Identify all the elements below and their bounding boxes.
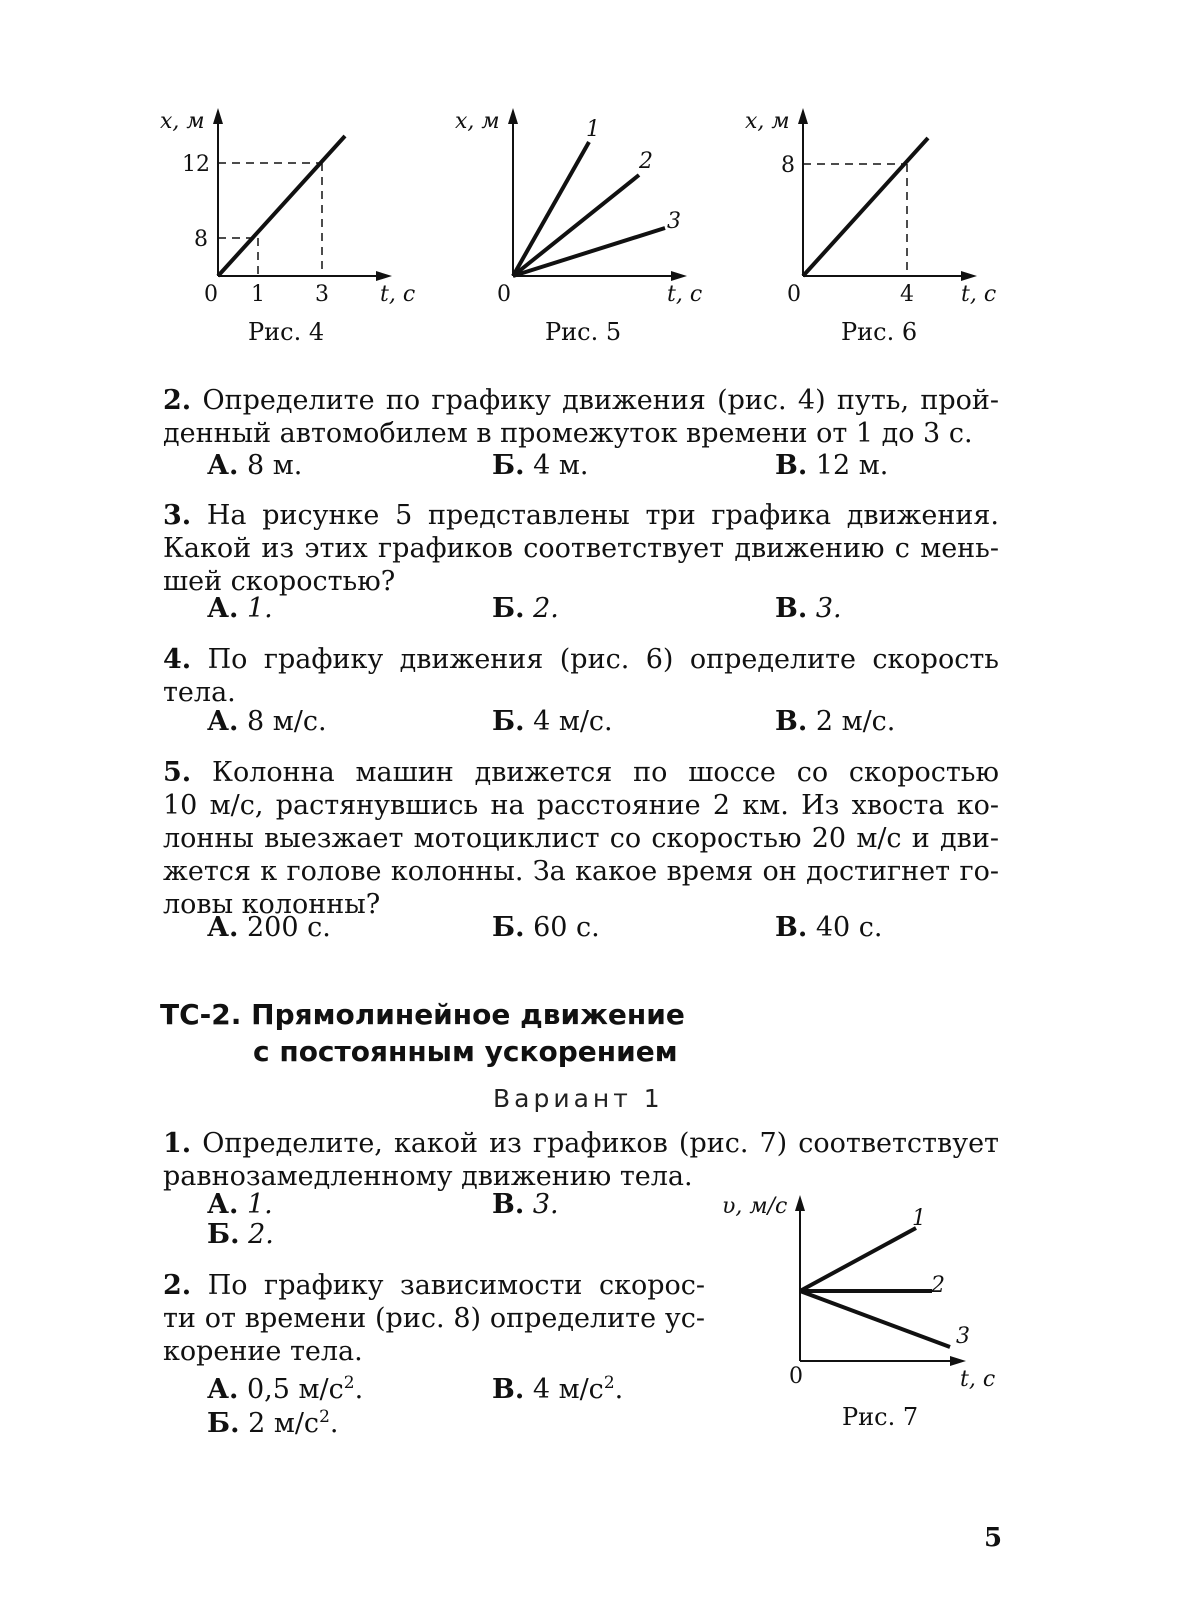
fig7-label-3: 3 (956, 1324, 970, 1349)
question-text-line: 10 м/с, растянувшись на расстояние 2 км. Из хвоста ко- (163, 790, 999, 821)
fig6-origin: 0 (787, 282, 801, 307)
fig4-ytick-12: 12 (182, 152, 210, 177)
figure-5 (445, 100, 735, 360)
answer-a: А. 8 м. (207, 450, 303, 481)
answer-b: Б. 60 с. (492, 912, 600, 943)
fig5-label-3: 3 (667, 209, 681, 234)
question-number: 1. (163, 1128, 192, 1159)
fig6-xlabel: t, с (961, 282, 997, 307)
question-text-line: денный автомобилем в промежуток времени от 1 до 3 с. (163, 418, 973, 449)
fig7-label-1: 1 (912, 1206, 926, 1231)
question-text-line: корение тела. (163, 1336, 363, 1367)
fig4-origin: 0 (204, 282, 218, 307)
section-title-line1: Прямолинейное движение (251, 998, 685, 1031)
fig7-line-3 (800, 1291, 950, 1347)
question-number: 2. (163, 385, 192, 416)
fig5-y-arrow (508, 108, 518, 124)
question-number: 2. (163, 1270, 192, 1301)
fig4-ytick-8: 8 (194, 227, 208, 252)
fig7-line-1 (800, 1228, 916, 1291)
answer-v: В. 2 м/с. (775, 706, 896, 737)
section-heading (160, 996, 685, 1070)
question-text-line: На рисунке 5 представлены три графика движения. (206, 500, 999, 531)
fig4-motion-line (218, 136, 345, 276)
fig4-xtick-3: 3 (315, 282, 329, 307)
figure-7 (710, 1185, 1010, 1435)
fig7-label-2: 2 (931, 1273, 945, 1298)
fig4-xtick-1: 1 (251, 282, 265, 307)
answer-b: Б. 4 м. (492, 450, 589, 481)
fig6-motion-line (803, 138, 928, 276)
answer-v: В. 40 с. (775, 912, 883, 943)
answer-v: В. 4 $м/с^2$. (492, 1373, 624, 1405)
fig5-ylabel: x, м (455, 109, 500, 134)
page-number: 5 (984, 1523, 1003, 1553)
answer-a: А. 1. (207, 1189, 273, 1220)
question-number: 4. (163, 644, 192, 675)
question-1-fig7 (163, 1127, 999, 1193)
fig4-xlabel: t, с (380, 282, 416, 307)
fig6-ytick-8: 8 (781, 153, 795, 178)
question-number: 3. (163, 500, 192, 531)
fig4-caption: Рис. 4 (248, 318, 325, 346)
question-text-line: жется к голове колонны. За какое время он достигнет го- (163, 856, 999, 887)
answer-a: А. 0,5 $м/с^2$. (207, 1373, 364, 1405)
fig6-x-arrow (961, 271, 977, 281)
answer-b: Б. 2. (207, 1219, 274, 1250)
fig6-xtick-4: 4 (900, 282, 914, 307)
question-text-line: ловы колонны? (163, 889, 381, 920)
answer-b: Б. 2. (492, 593, 559, 624)
question-4-fig6 (163, 643, 999, 709)
question-2-fig4 (163, 384, 999, 450)
answer-a: А. 200 с. (207, 912, 331, 943)
question-text-line: Определите по графику движения (рис. 4) путь, прой- (202, 385, 999, 416)
question-text-line: лонны выезжает мотоциклист со скоростью 20 м/с и дви- (163, 823, 999, 854)
answer-v: В. 12 м. (775, 450, 889, 481)
answer-v: В. 3. (775, 593, 842, 624)
question-2-fig8 (163, 1269, 705, 1368)
question-text-line: тела. (163, 677, 236, 708)
question-text-line: Определите, какой из графиков (рис. 7) соответствует (202, 1128, 999, 1159)
question-5-column (163, 756, 999, 921)
fig7-origin: 0 (789, 1364, 803, 1389)
answer-b: Б. 2 $м/с^2$. (207, 1407, 339, 1439)
question-3-fig5 (163, 499, 999, 598)
fig6-caption: Рис. 6 (841, 318, 918, 346)
fig5-x-arrow (671, 271, 687, 281)
fig7-ylabel: υ, м/с (722, 1194, 788, 1219)
answer-b: Б. 4 м/с. (492, 706, 613, 737)
fig5-origin: 0 (497, 282, 511, 307)
variant-label: Вариант 1 (493, 1084, 664, 1113)
answer-a: А. 8 м/с. (207, 706, 327, 737)
fig7-caption: Рис. 7 (842, 1403, 919, 1431)
fig5-line-2 (513, 175, 639, 276)
fig4-ylabel: x, м (160, 109, 205, 134)
question-text-line: равнозамедленному движению тела. (163, 1161, 693, 1192)
figure-4 (150, 100, 440, 360)
fig7-x-arrow (950, 1356, 966, 1366)
fig6-y-arrow (798, 108, 808, 124)
answer-v: В. 3. (492, 1189, 559, 1220)
section-title-line2: с постоянным ускорением (253, 1035, 678, 1068)
question-text-line: Какой из этих графиков соответствует движению с мень- (163, 533, 999, 564)
question-number: 5. (163, 757, 192, 788)
question-text-line: шей скоростью? (163, 566, 396, 597)
question-text-line: По графику движения (рис. 6) определите скорость (207, 644, 999, 675)
fig5-label-1: 1 (586, 117, 600, 142)
fig4-y-arrow (213, 108, 223, 124)
fig6-ylabel: x, м (745, 109, 790, 134)
fig5-xlabel: t, с (667, 282, 703, 307)
question-text-line: По графику зависимости скорос- (207, 1270, 705, 1301)
fig4-x-arrow (376, 271, 392, 281)
section-code: ТС-2. (160, 998, 242, 1031)
fig5-caption: Рис. 5 (545, 318, 622, 346)
fig7-y-arrow (795, 1195, 805, 1211)
figure-6 (735, 100, 1025, 360)
answer-a: А. 1. (207, 593, 273, 624)
fig5-label-2: 2 (639, 149, 653, 174)
question-text-line: Колонна машин движется по шоссе со скоростью (212, 757, 999, 788)
fig7-xlabel: t, с (960, 1367, 996, 1392)
question-text-line: ти от времени (рис. 8) определите ус- (163, 1303, 705, 1334)
